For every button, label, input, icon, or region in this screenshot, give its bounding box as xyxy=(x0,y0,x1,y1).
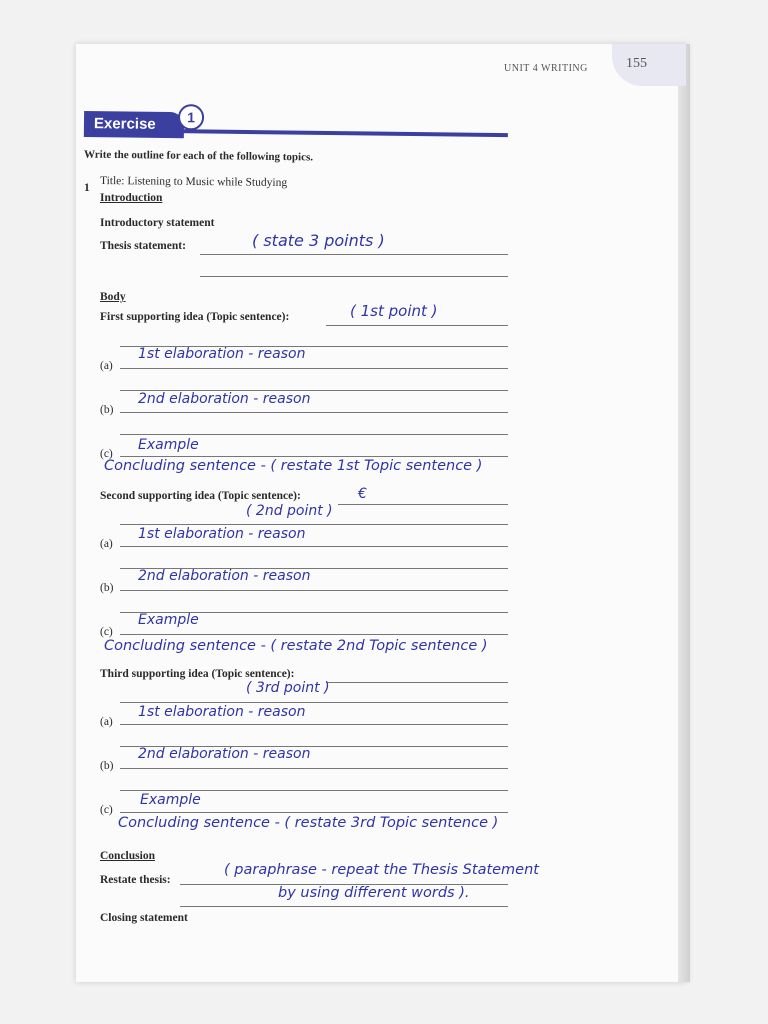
instructions: Write the outline for each of the following topics. xyxy=(83,148,314,164)
restate-thesis-label: Restate thesis: xyxy=(100,874,171,886)
second-b-label: (b) xyxy=(100,582,114,594)
page-number: 155 xyxy=(626,56,647,71)
first-idea-line xyxy=(326,325,508,326)
handwritten-thesis: ( state 3 points ) xyxy=(252,231,385,250)
first-b-label: (b) xyxy=(100,404,114,416)
handwritten-first-point: ( 1st point ) xyxy=(350,302,438,320)
second-a-line xyxy=(120,546,508,547)
page-edge xyxy=(678,44,690,982)
third-idea-line xyxy=(326,682,508,683)
first-b-line-2 xyxy=(120,434,508,435)
handwritten-second-concluding: Concluding sentence - ( restate 2nd Topic sentence ) xyxy=(104,638,488,654)
third-b-line-2 xyxy=(120,790,508,791)
handwritten-third-b: 2nd elaboration - reason xyxy=(138,746,311,762)
introductory-statement-label: Introductory statement xyxy=(100,217,215,229)
first-supporting-idea-label: First supporting idea (Topic sentence): xyxy=(100,311,290,323)
second-b-line xyxy=(120,590,508,591)
topic-title-line xyxy=(100,175,287,189)
body-heading: Body xyxy=(100,291,126,303)
exercise-number: 1 xyxy=(178,104,204,130)
exercise-rule xyxy=(180,129,508,137)
second-c-line xyxy=(120,634,508,635)
topic-title: Listening to Music while Studying xyxy=(127,175,288,189)
handwritten-second-a: 1st elaboration - reason xyxy=(138,526,306,542)
handwritten-first-a: 1st elaboration - reason xyxy=(138,346,306,362)
handwritten-second-b: 2nd elaboration - reason xyxy=(138,568,311,584)
handwritten-restate-1: ( paraphrase - repeat the Thesis Statement xyxy=(224,862,539,878)
handwritten-third-concluding: Concluding sentence - ( restate 3rd Topic sentence ) xyxy=(118,815,499,831)
exercise-banner xyxy=(84,109,508,140)
third-a-label: (a) xyxy=(100,716,113,728)
closing-statement-label: Closing statement xyxy=(100,912,188,924)
item-number: 1 xyxy=(84,182,90,194)
second-c-label: (c) xyxy=(100,626,113,638)
conclusion-heading: Conclusion xyxy=(100,850,155,862)
handwritten-second-mark: € xyxy=(358,486,367,502)
second-a-label: (a) xyxy=(100,538,113,550)
handwritten-third-c: Example xyxy=(140,792,201,808)
second-idea-line-2 xyxy=(120,524,508,525)
first-a-label: (a) xyxy=(100,360,113,372)
handwritten-second-c: Example xyxy=(138,612,199,628)
third-supporting-idea-label: Third supporting idea (Topic sentence): xyxy=(100,668,295,680)
third-b-label: (b) xyxy=(100,760,114,772)
handwritten-second-point: ( 2nd point ) xyxy=(246,503,333,519)
second-idea-line xyxy=(338,504,508,505)
third-c-line xyxy=(120,812,508,813)
second-supporting-idea-label: Second supporting idea (Topic sentence): xyxy=(100,490,301,502)
restate-line-2 xyxy=(180,906,508,907)
third-c-label: (c) xyxy=(100,804,113,816)
running-header: UNIT 4 WRITING xyxy=(504,63,588,74)
introduction-heading: Introduction xyxy=(100,192,163,204)
exercise-label: Exercise xyxy=(93,115,156,133)
third-b-line xyxy=(120,768,508,769)
thesis-statement-label: Thesis statement: xyxy=(100,240,186,252)
first-a-line xyxy=(120,368,508,369)
handwritten-first-concluding: Concluding sentence - ( restate 1st Topic sentence ) xyxy=(104,458,483,474)
third-idea-line-2 xyxy=(120,702,508,703)
exercise-label-block xyxy=(84,111,184,138)
first-c-line xyxy=(120,456,508,457)
thesis-line-1 xyxy=(200,254,508,255)
first-b-line xyxy=(120,412,508,413)
thesis-line-2 xyxy=(200,276,508,277)
handwritten-first-b: 2nd elaboration - reason xyxy=(138,391,311,407)
handwritten-restate-2: by using different words ). xyxy=(278,885,470,901)
handwritten-third-point: ( 3rd point ) xyxy=(246,680,330,696)
handwritten-third-a: 1st elaboration - reason xyxy=(138,704,306,720)
first-c-label: (c) xyxy=(100,448,113,460)
title-label: Title: xyxy=(99,175,125,188)
third-a-line xyxy=(120,724,508,725)
page-number-tab xyxy=(612,44,686,86)
handwritten-first-c: Example xyxy=(138,437,199,453)
